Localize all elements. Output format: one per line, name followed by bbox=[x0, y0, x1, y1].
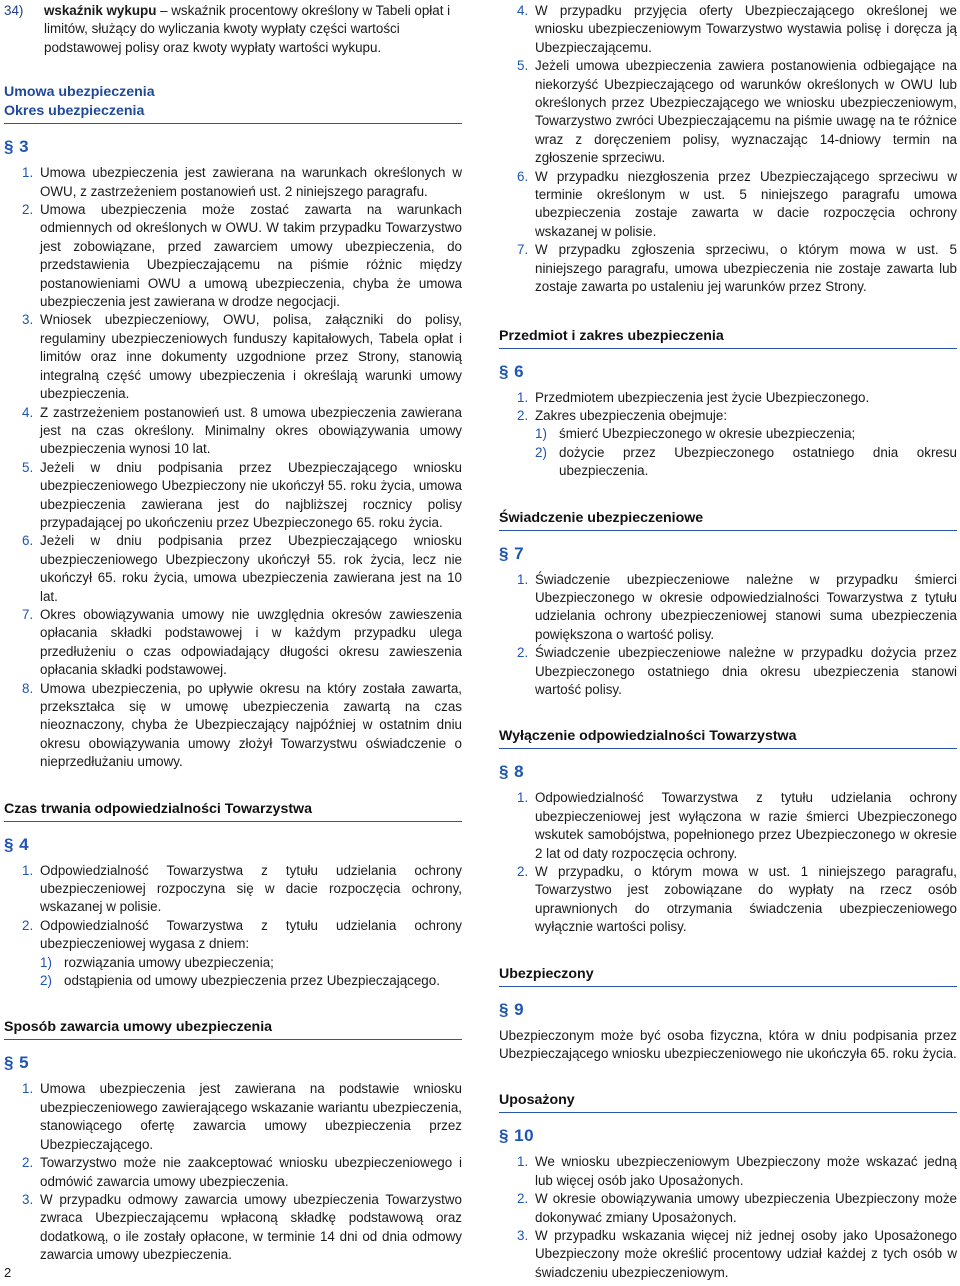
item-text: Świadczenie ubezpieczeniowe należne w przypadku dożycia przez Ubezpieczonego ostatniego dnia okresu ubezpieczenia stanowi wartość polisy. bbox=[535, 645, 957, 697]
list-item bbox=[499, 407, 957, 425]
definition-item bbox=[4, 2, 462, 57]
list-item bbox=[499, 57, 957, 167]
item-number: 8. bbox=[22, 680, 34, 696]
heading-line-2: Okres ubezpieczenia bbox=[4, 103, 145, 120]
item-number: 1. bbox=[22, 1081, 34, 1097]
item-number: 4. bbox=[22, 404, 34, 420]
item-text: Świadczenie ubezpieczeniowe należne w przypadku śmierci Ubezpieczonego w okresie odpowiedzialności Towarzystwa z tytułu udzielania ochrony ubezpieczeniowej stanowi suma ubezpieczenia powiększona o wartość polisy. bbox=[535, 571, 957, 642]
item-number: 5. bbox=[517, 58, 529, 74]
item-text: Jeżeli umowa ubezpieczenia zawiera postanowienia odbiegające na niekorzyść Ubezpieczającego od warunków określonych w OWU lub określonych przez Ubezpieczającego we wniosku ubezpieczeniowym, Towarzystwo zwróci Ubezpieczającemu na piśmie uwagę na te różnice wraz z doręczeniem polisy, wyznaczając 14-dniowy termin na zgłoszenie sprzeciwu. bbox=[535, 58, 957, 166]
item-number: 2. bbox=[517, 864, 529, 879]
sub-item-number: 1) bbox=[535, 426, 547, 442]
item-text: Umowa ubezpieczenia jest zawierana na warunkach określonych w OWU, z zastrzeżeniem postanowień ust. 2 niniejszego paragrafu. bbox=[40, 165, 462, 199]
list-item bbox=[499, 1153, 957, 1190]
paragraph-4-list bbox=[4, 862, 462, 954]
right-column bbox=[499, 2, 957, 1282]
item-text: W przypadku, o którym mowa w ust. 1 niniejszego paragrafu, Towarzystwo jest zobowiązane do wypłaty na rzecz osób uprawnionych do otrzymania świadczenia ubezpieczeniowego wyłącznie wartości polisy. bbox=[535, 864, 957, 935]
item-text: Umowa ubezpieczenia może zostać zawarta na warunkach odmiennych od określonych w OWU. W takim przypadku Towarzystwo jest zobowiązane, przed zawarciem umowy ubezpieczenia, do przedstawienia Ubezpieczającemu na piśmie różnic między postanowieniami OWU a umową ubezpieczenia, chyba że umowa ubezpieczenia jest zawierana w drodze negocjacji. bbox=[40, 202, 462, 310]
list-item bbox=[4, 404, 462, 459]
section-heading-ubezpieczony: Ubezpieczony bbox=[499, 965, 957, 987]
list-item bbox=[4, 917, 462, 954]
list-item bbox=[499, 241, 957, 296]
list-item bbox=[4, 532, 462, 606]
list-item bbox=[499, 168, 957, 242]
paragraph-mark-3: § 3 bbox=[4, 137, 30, 157]
definition-text bbox=[44, 2, 462, 57]
item-text: Umowa ubezpieczenia jest zawierana na podstawie wniosku ubezpieczeniowego zawierającego wskazanie wariantu ubezpieczenia, stanowiącego ofertę zawarcia umowy ubezpieczenia przez Ubezpieczającego. bbox=[40, 1081, 462, 1152]
paragraph-6-sublist bbox=[499, 425, 957, 480]
item-text: Przedmiotem ubezpieczenia jest życie Ubezpieczonego. bbox=[535, 389, 870, 405]
sub-item-text: śmierć Ubezpieczonego w okresie ubezpieczenia; bbox=[559, 426, 856, 442]
item-number: 4. bbox=[517, 3, 529, 18]
paragraph-5-continued-list bbox=[499, 2, 957, 297]
section-heading-czas: Czas trwania odpowiedzialności Towarzystwa bbox=[4, 800, 462, 822]
sub-list-item bbox=[40, 954, 462, 972]
list-item bbox=[4, 201, 462, 311]
item-number: 2. bbox=[517, 407, 529, 423]
sub-item-number: 1) bbox=[40, 954, 52, 970]
item-text: W przypadku wskazania więcej niż jednej osoby jako Uposażonego Ubezpieczony może określić procentowy udział każdej z tych osób w świadczeniu ubezpieczeniowym. bbox=[535, 1228, 957, 1280]
left-column bbox=[4, 2, 462, 1265]
list-item bbox=[499, 2, 957, 57]
heading-line-1: Umowa ubezpieczenia bbox=[4, 84, 155, 101]
sub-item-text: odstąpienia od umowy ubezpieczenia przez Ubezpieczającego. bbox=[64, 973, 440, 989]
list-item bbox=[499, 1190, 957, 1227]
section-heading-wylaczenie: Wyłączenie odpowiedzialności Towarzystwa bbox=[499, 727, 957, 749]
list-item bbox=[499, 1227, 957, 1282]
item-text: Z zastrzeżeniem postanowień ust. 8 umowa ubezpieczenia zawierana jest na czas określony. Minimalny okres obowiązywania umowy ubezpieczenia wynosi 10 lat. bbox=[40, 404, 462, 457]
definition-description: – wskaźnik procentowy określony w Tabeli opłat i limitów, służący do wyliczania kwoty wypłaty części wartości podstawowej polisy oraz kwoty wypłaty wartości wykupu. bbox=[44, 3, 451, 55]
item-number: 5. bbox=[22, 459, 34, 475]
item-number: 2. bbox=[517, 645, 529, 661]
list-item bbox=[4, 606, 462, 680]
item-number: 1. bbox=[22, 862, 34, 878]
page-number: 2 bbox=[4, 1265, 12, 1280]
list-item bbox=[4, 311, 462, 403]
section-heading-przedmiot: Przedmiot i zakres ubezpieczenia bbox=[499, 327, 957, 349]
list-item bbox=[4, 1191, 462, 1265]
paragraph-7-list bbox=[499, 571, 957, 700]
sub-list-item bbox=[40, 972, 462, 990]
list-item bbox=[4, 1080, 462, 1154]
list-item bbox=[499, 644, 957, 699]
list-item bbox=[4, 459, 462, 533]
paragraph-mark-9: § 9 bbox=[499, 999, 525, 1019]
paragraph-mark-10: § 10 bbox=[499, 1126, 535, 1146]
sub-item-number: 2) bbox=[40, 973, 52, 989]
item-number: 1. bbox=[517, 389, 529, 405]
list-item bbox=[499, 863, 957, 937]
item-text: Towarzystwo może nie zaakceptować wniosku ubezpieczeniowego i odmówić zawarcia umowy ubezpieczenia. bbox=[40, 1155, 462, 1189]
paragraph-mark-8: § 8 bbox=[499, 762, 525, 782]
paragraph-4-sublist bbox=[4, 954, 462, 991]
paragraph-mark-4: § 4 bbox=[4, 834, 30, 854]
item-text: Wniosek ubezpieczeniowy, OWU, polisa, załączniki do polisy, regulaminy ubezpieczeniowych funduszy kapitałowych, Tabela opłat i limitów oraz inne dokumenty uzgodnione przez Strony, stanowią integralną część umowy ubezpieczenia i określają warunki umowy ubezpieczenia. bbox=[40, 312, 462, 402]
paragraph-9-text: Ubezpieczonym może być osoba fizyczna, która w dniu podpisania przez Ubezpieczającego wniosku ubezpieczeniowego nie ukończyła 65. roku życia. bbox=[499, 1027, 957, 1062]
paragraph-6-list bbox=[499, 389, 957, 426]
item-number: 1. bbox=[517, 571, 529, 587]
item-text: W przypadku niezgłoszenia przez Ubezpieczającego sprzeciwu w terminie określonym w ust. 5 niniejszego paragrafu umowa ubezpieczenia zostaje zawarta w dacie rozpoczęcia ochrony wskazanej w polisie. bbox=[535, 168, 957, 239]
item-number: 7. bbox=[22, 606, 34, 622]
list-item bbox=[499, 571, 957, 645]
paragraph-3-list bbox=[4, 164, 462, 771]
section-heading-umowa bbox=[4, 83, 462, 124]
item-text: Jeżeli w dniu podpisania przez Ubezpieczającego wniosku ubezpieczeniowego Ubezpieczony ukończył 55. rok życia, lecz nie ukończył 65. roku życia, umowa ubezpieczenia zawierana jest na 10 lat. bbox=[40, 533, 462, 604]
definition-term: wskaźnik wykupu bbox=[44, 3, 157, 18]
item-number: 2. bbox=[22, 202, 34, 218]
item-number: 3. bbox=[22, 1191, 34, 1207]
item-number: 2. bbox=[22, 1155, 34, 1171]
list-item bbox=[499, 389, 957, 407]
item-text: We wniosku ubezpieczeniowym Ubezpieczony może wskazać jedną lub więcej osób jako Uposażonych. bbox=[535, 1154, 957, 1188]
item-number: 6. bbox=[22, 533, 34, 549]
list-item bbox=[4, 1154, 462, 1191]
item-text: W przypadku zgłoszenia sprzeciwu, o którym mowa w ust. 5 niniejszego paragrafu, umowa ubezpieczenia nie zostaje zawarta lub zostaje zawarta po ustaleniu jej warunków przez Strony. bbox=[535, 242, 957, 295]
sub-item-text: rozwiązania umowy ubezpieczenia; bbox=[64, 954, 274, 970]
item-number: 2. bbox=[22, 917, 34, 933]
item-number: 3. bbox=[22, 312, 34, 328]
item-text: Umowa ubezpieczenia, po upływie okresu na który została zawarta, przekształca się w umowę ubezpieczenia zawartą na czas nieoznaczony, chyba że Ubezpieczający najpóźniej w ostatnim dniu okresu obowiązywania umowy złożył Towarzystwu oświadczenie o nieprzedłużaniu umowy. bbox=[40, 680, 462, 770]
item-number: 1. bbox=[22, 165, 34, 181]
paragraph-mark-5: § 5 bbox=[4, 1053, 30, 1073]
definition-number: 34) bbox=[4, 3, 24, 18]
item-number: 1. bbox=[517, 1154, 529, 1170]
paragraph-8-list bbox=[499, 789, 957, 936]
sub-list-item bbox=[535, 444, 957, 481]
item-number: 7. bbox=[517, 242, 529, 258]
paragraph-5-list bbox=[4, 1080, 462, 1264]
item-text: Odpowiedzialność Towarzystwa z tytułu udzielania ochrony ubezpieczeniowej rozpoczyna się w dacie rozpoczęcia ochrony, wskazanej w polisie. bbox=[40, 862, 462, 915]
sub-list-item bbox=[535, 425, 957, 443]
item-number: 6. bbox=[517, 168, 529, 184]
item-number: 1. bbox=[517, 790, 529, 806]
item-number: 2. bbox=[517, 1191, 529, 1207]
item-text: W przypadku przyjęcia oferty Ubezpieczającego określonej we wniosku ubezpieczeniowym Towarzystwo wystawia polisę i doręcza ją Ubezpieczającemu. bbox=[535, 3, 957, 55]
list-item bbox=[499, 789, 957, 863]
item-text: Odpowiedzialność Towarzystwa z tytułu udzielania ochrony ubezpieczeniowej wygasa z dniem: bbox=[40, 917, 462, 952]
list-item bbox=[4, 862, 462, 917]
list-item bbox=[4, 164, 462, 201]
item-text: W przypadku odmowy zawarcia umowy ubezpieczenia Towarzystwo zwraca Ubezpieczającemu wpłaconą składkę podstawową oraz dodatkową, o ile zostały opłacone, w terminie 14 dni od dnia odmowy zawarcia umowy ubezpieczenia. bbox=[40, 1191, 462, 1263]
item-text: Okres obowiązywania umowy nie uwzględnia okresów zawieszenia opłacania składki podstawowej i w każdym przypadku ulega przedłużeniu o czas odpowiadający długości okresu zawieszenia opłacania składki podstawowej. bbox=[40, 606, 462, 678]
paragraph-mark-7: § 7 bbox=[499, 543, 525, 563]
paragraph-10-list bbox=[499, 1153, 957, 1282]
section-heading-uposazony: Uposażony bbox=[499, 1091, 957, 1113]
sub-item-text: dożycie przez Ubezpieczonego ostatniego dnia okresu ubezpieczenia. bbox=[559, 444, 957, 479]
item-text: Zakres ubezpieczenia obejmuje: bbox=[535, 407, 728, 423]
sub-item-number: 2) bbox=[535, 444, 547, 460]
item-text: Odpowiedzialność Towarzystwa z tytułu udzielania ochrony ubezpieczeniowej jest wyłączona w razie śmierci Ubezpieczonego wskutek samobójstwa, popełnionego przez Ubezpieczonego w okresie 2 lat od daty rozpoczęcia ochrony. bbox=[535, 790, 957, 861]
item-text: W okresie obowiązywania umowy ubezpieczenia Ubezpieczony może dokonywać zmiany Uposażonych. bbox=[535, 1191, 957, 1225]
paragraph-mark-6: § 6 bbox=[499, 361, 525, 381]
item-number: 3. bbox=[517, 1228, 529, 1244]
section-heading-swiadczenie: Świadczenie ubezpieczeniowe bbox=[499, 509, 957, 531]
list-item bbox=[4, 680, 462, 772]
section-heading-sposob: Sposób zawarcia umowy ubezpieczenia bbox=[4, 1018, 462, 1040]
item-text: Jeżeli w dniu podpisania przez Ubezpieczającego wniosku ubezpieczeniowego Ubezpieczony nie ukończył 55. roku życia, umowa ubezpieczenia zawierana jest do najbliższej rocznicy polisy przypadającej po ukończeniu przez Ubezpieczonego 65. roku życia. bbox=[40, 459, 462, 530]
